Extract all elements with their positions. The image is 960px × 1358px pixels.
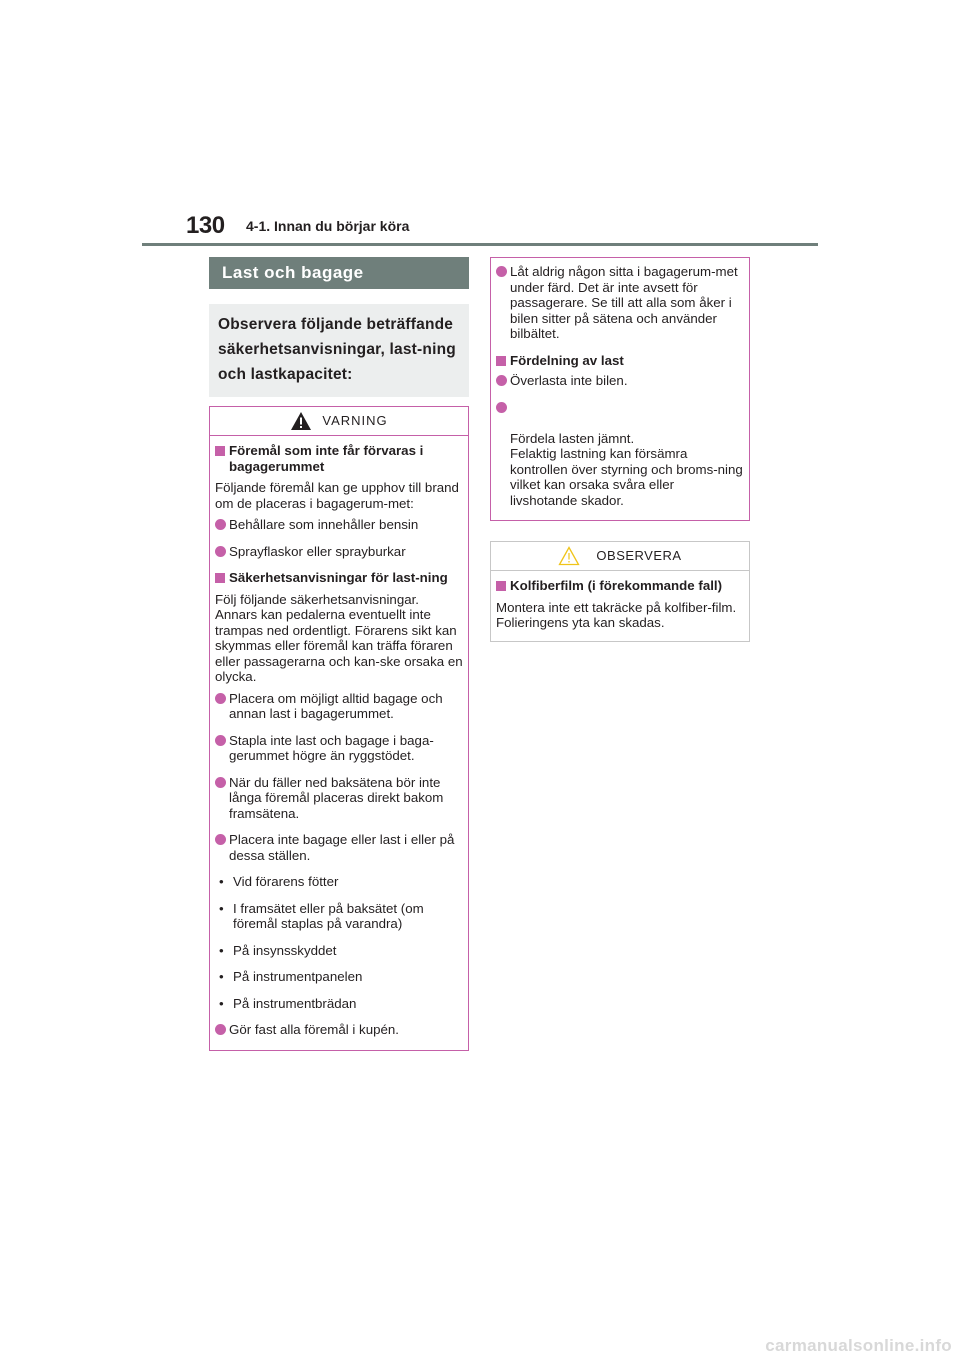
square-bullet-icon xyxy=(496,581,506,591)
notice-box xyxy=(490,541,750,642)
list-item: Placera om möjligt alltid bagage och annan last i bagagerummet. xyxy=(215,691,463,722)
list-item: Överlasta inte bilen. xyxy=(496,373,744,389)
warning-label: VARNING xyxy=(322,413,388,429)
right-column xyxy=(490,257,750,642)
dash-item: • På insynsskyddet xyxy=(219,942,337,958)
list-item: Behållare som innehåller bensin xyxy=(215,517,463,533)
square-bullet-icon xyxy=(496,356,506,366)
header-rule xyxy=(142,243,818,246)
round-bullet-icon xyxy=(215,834,226,845)
dash-item: • På instrumentbrädan xyxy=(219,995,357,1011)
list-item: När du fäller ned baksätena bör inte långa föremål placeras direkt bakom framsätena. xyxy=(215,775,463,822)
square-bullet-icon xyxy=(215,573,225,583)
list-item: Gör fast alla föremål i kupén. xyxy=(215,1022,463,1038)
dash-bullet-icon: • xyxy=(219,900,224,916)
dash-item: • Vid förarens fötter xyxy=(219,874,339,889)
dash-item: • I framsätet eller på baksätet (om föremål staplas på varandra) xyxy=(219,900,424,931)
warning-paragraph-2: Följ följande säkerhetsanvisningar. Annars kan pedalerna eventuellt inte trampas ned ordentligt. Förarens sikt kan skymmas eller föremål kan träffa föraren eller passagerarna och kan-ske orsaka en olycka. xyxy=(215,591,463,684)
warning-header xyxy=(210,407,468,436)
left-column xyxy=(209,257,469,1051)
list-item: Stapla inte last och bagage i baga-gerummet högre än ryggstödet. xyxy=(215,733,463,764)
round-bullet-icon xyxy=(215,519,226,530)
page-number: 130 xyxy=(186,212,225,239)
intro-box: Observera följande beträffande säkerhetsanvisningar, last-ning och lastkapacitet: xyxy=(209,304,469,397)
round-bullet-icon xyxy=(215,546,226,557)
notice-paragraph: Montera inte ett takräcke på kolfiber-film. Folieringens yta kan skadas. xyxy=(496,599,737,630)
dash-item: • På instrumentpanelen xyxy=(219,969,363,984)
dash-bullet-icon: • xyxy=(219,942,224,958)
warning-heading-3: Fördelning av last xyxy=(496,353,744,369)
warning-heading-1: Föremål som inte får förvaras i bagagerummet xyxy=(215,443,463,474)
caution-icon xyxy=(558,546,580,566)
dash-bullet-icon: • xyxy=(219,995,224,1011)
round-bullet-icon xyxy=(215,735,226,746)
dash-bullet-icon: • xyxy=(219,969,224,984)
round-bullet-icon xyxy=(215,1024,226,1035)
list-item: Sprayflaskor eller sprayburkar xyxy=(215,544,463,560)
round-bullet-icon xyxy=(496,266,507,277)
notice-heading: Kolfiberfilm (i förekommande fall) xyxy=(496,578,744,594)
list-item: Låt aldrig någon sitta i bagagerum-met under färd. Det är inte avsett för passagerare. Se till att alla som åker i bilen sitter på sätena och använder bilbältet. xyxy=(496,264,744,342)
round-bullet-icon xyxy=(496,402,507,413)
warning-paragraph-1: Följande föremål kan ge upphov till brand om de placeras i bagagerum-met: xyxy=(215,480,459,511)
round-bullet-icon xyxy=(496,375,507,386)
notice-header xyxy=(491,542,749,571)
section-title: Last och bagage xyxy=(209,257,469,289)
warning-heading-2: Säkerhetsanvisningar för last-ning xyxy=(215,570,463,586)
notice-label: OBSERVERA xyxy=(596,548,682,564)
warning-icon xyxy=(290,411,312,431)
warning-box-continued xyxy=(490,257,750,521)
list-item: Fördela lasten jämnt. Felaktig lastning kan försämra kontrollen över styrning och broms-ning vilket kan orsaka svåra eller livshotande skador. xyxy=(496,400,744,509)
warning-box xyxy=(209,406,469,1051)
square-bullet-icon xyxy=(215,446,225,456)
round-bullet-icon xyxy=(215,777,226,788)
round-bullet-icon xyxy=(215,693,226,704)
dash-bullet-icon: • xyxy=(219,874,224,889)
chapter-title: 4-1. Innan du börjar köra xyxy=(246,218,410,234)
list-item: Placera inte bagage eller last i eller på dessa ställen. xyxy=(215,832,463,863)
watermark: carmanualsonline.info xyxy=(765,1336,952,1355)
